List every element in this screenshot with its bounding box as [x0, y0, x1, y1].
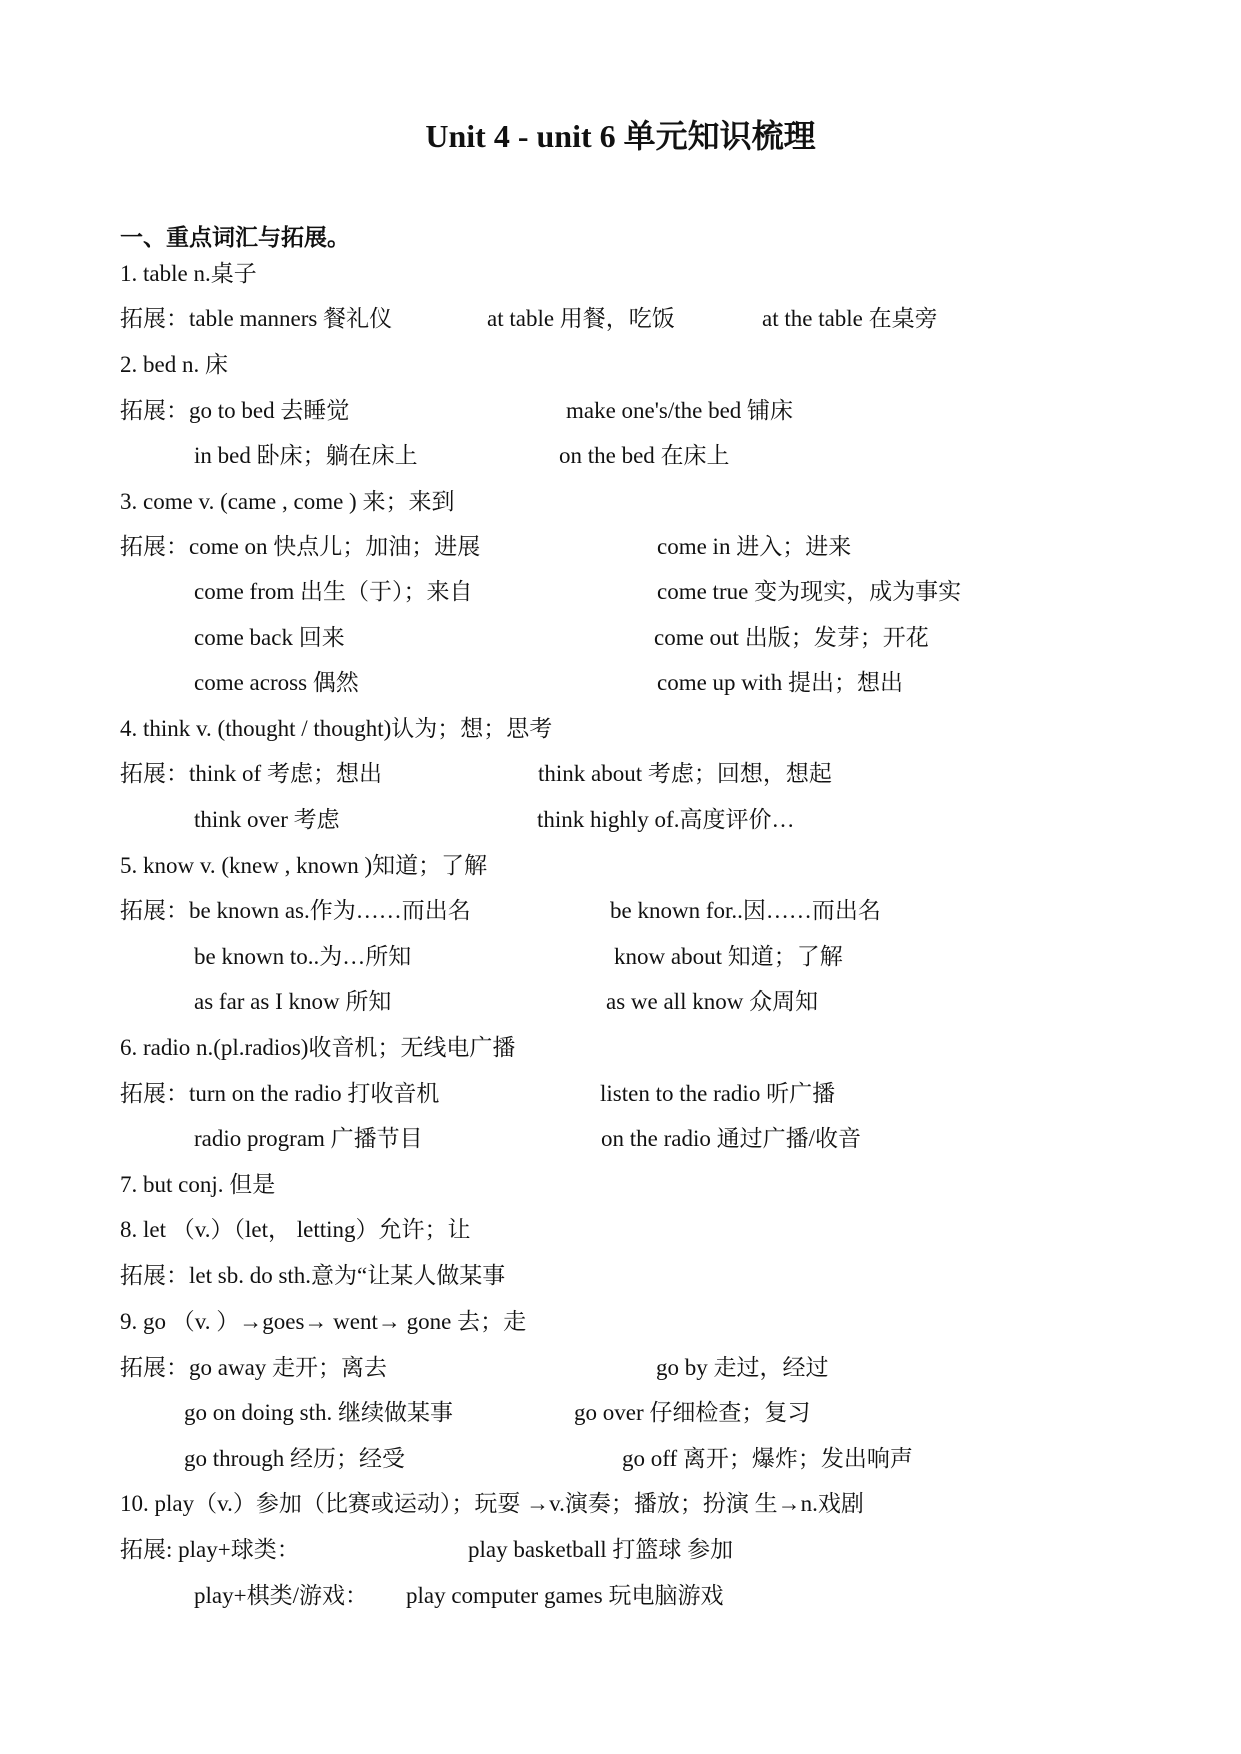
text-segment: come out 出版；发芽；开花	[654, 625, 929, 650]
text-segment: come up with 提出；想出	[657, 670, 903, 695]
text-segment: 7. but conj. 但是	[120, 1172, 276, 1197]
text-segment: at the table 在桌旁	[762, 306, 938, 331]
text-segment: 拓展：come on 快点儿；加油；进展	[120, 534, 481, 559]
text-line	[0, 572, 1241, 612]
text-segment: 拓展：be known as.作为……而出名	[120, 898, 471, 923]
text-segment: 拓展：think of 考虑；想出	[120, 761, 382, 786]
text-segment: play basketball 打篮球 参加	[468, 1537, 734, 1562]
text-segment: 拓展：table manners 餐礼仪	[120, 306, 393, 331]
text-line	[0, 391, 1241, 431]
text-segment: as we all know 众周知	[606, 989, 819, 1014]
text-segment: 10. play（v.）参加（比赛或运动）；玩耍 →v.演奏；播放；扮演 生→n.戏剧	[120, 1491, 864, 1516]
text-segment: 拓展: play+球类：	[120, 1537, 300, 1562]
text-segment: 拓展：go to bed 去睡觉	[120, 398, 350, 423]
text-segment: be known to..为…所知	[194, 944, 412, 969]
text-segment: come from 出生（于）；来自	[194, 579, 473, 604]
text-segment: think about 考虑；回想，想起	[538, 761, 832, 786]
text-line	[0, 254, 1241, 294]
text-line	[0, 891, 1241, 931]
text-segment: 拓展：go away 走开；离去	[120, 1355, 388, 1380]
text-segment: 2. bed n. 床	[120, 352, 228, 377]
text-line	[0, 1530, 1241, 1570]
text-segment: go through 经历；经受	[184, 1446, 406, 1471]
text-line	[0, 754, 1241, 794]
text-segment: go by 走过，经过	[656, 1355, 829, 1380]
text-segment: go over 仔细检查；复习	[574, 1400, 811, 1425]
text-segment: go on doing sth. 继续做某事	[184, 1400, 453, 1425]
text-segment: come across 偶然	[194, 670, 359, 695]
text-line	[0, 299, 1241, 339]
text-segment: go off 离开；爆炸；发出响声	[622, 1446, 913, 1471]
text-segment: come true 变为现实，成为事实	[657, 579, 962, 604]
text-segment: on the radio 通过广播/收音	[601, 1126, 861, 1151]
text-line	[0, 1302, 1241, 1342]
text-line	[0, 1439, 1241, 1479]
text-segment: play computer games 玩电脑游戏	[406, 1583, 724, 1608]
text-segment: on the bed 在床上	[559, 443, 730, 468]
text-segment: 拓展：let sb. do sth.意为“让某人做某事	[120, 1263, 506, 1288]
text-segment: listen to the radio 听广播	[600, 1081, 836, 1106]
text-segment: 3. come v. (came , come ) 来；来到	[120, 489, 455, 514]
text-segment: make one's/the bed 铺床	[566, 398, 794, 423]
text-segment: at table 用餐，吃饭	[487, 306, 675, 331]
text-segment: in bed 卧床；躺在床上	[194, 443, 418, 468]
text-line	[0, 709, 1241, 749]
text-line	[0, 1256, 1241, 1296]
text-segment: play+棋类/游戏：	[194, 1583, 368, 1608]
text-segment: 9. go （v. ）→goes→ went→ gone 去；走	[120, 1309, 527, 1334]
text-segment: 拓展：turn on the radio 打收音机	[120, 1081, 440, 1106]
section-heading: 一、重点词汇与拓展。	[120, 225, 350, 250]
text-line	[0, 800, 1241, 840]
text-segment: radio program 广播节目	[194, 1126, 423, 1151]
text-segment: know about 知道；了解	[614, 944, 843, 969]
text-line	[0, 937, 1241, 977]
text-segment: come in 进入；进来	[657, 534, 852, 559]
text-line	[0, 1210, 1241, 1250]
text-segment: be known for..因……而出名	[610, 898, 881, 923]
text-line	[0, 482, 1241, 522]
text-line	[0, 1393, 1241, 1433]
text-line	[0, 1484, 1241, 1524]
text-line	[0, 345, 1241, 385]
text-line	[0, 1028, 1241, 1068]
text-segment: as far as I know 所知	[194, 989, 392, 1014]
text-line	[0, 1074, 1241, 1114]
text-line	[0, 1119, 1241, 1159]
text-segment: 4. think v. (thought / thought)认为；想；思考	[120, 716, 553, 741]
text-segment: 6. radio n.(pl.radios)收音机；无线电广播	[120, 1035, 516, 1060]
text-line	[0, 436, 1241, 476]
text-line	[0, 618, 1241, 658]
text-line	[0, 1576, 1241, 1616]
text-line	[0, 1348, 1241, 1388]
text-segment: 1. table n.桌子	[120, 261, 257, 286]
text-line	[0, 527, 1241, 567]
text-line	[0, 982, 1241, 1022]
text-line	[0, 663, 1241, 703]
text-segment: think highly of.高度评价…	[537, 807, 795, 832]
text-segment: come back 回来	[194, 625, 345, 650]
text-line	[0, 846, 1241, 886]
text-segment: think over 考虑	[194, 807, 340, 832]
text-segment: 5. know v. (knew , known )知道；了解	[120, 853, 488, 878]
text-line	[0, 1165, 1241, 1205]
page-title: Unit 4 - unit 6 单元知识梳理	[425, 118, 816, 154]
text-segment: 8. let （v.）（let， letting）允许；让	[120, 1217, 471, 1242]
